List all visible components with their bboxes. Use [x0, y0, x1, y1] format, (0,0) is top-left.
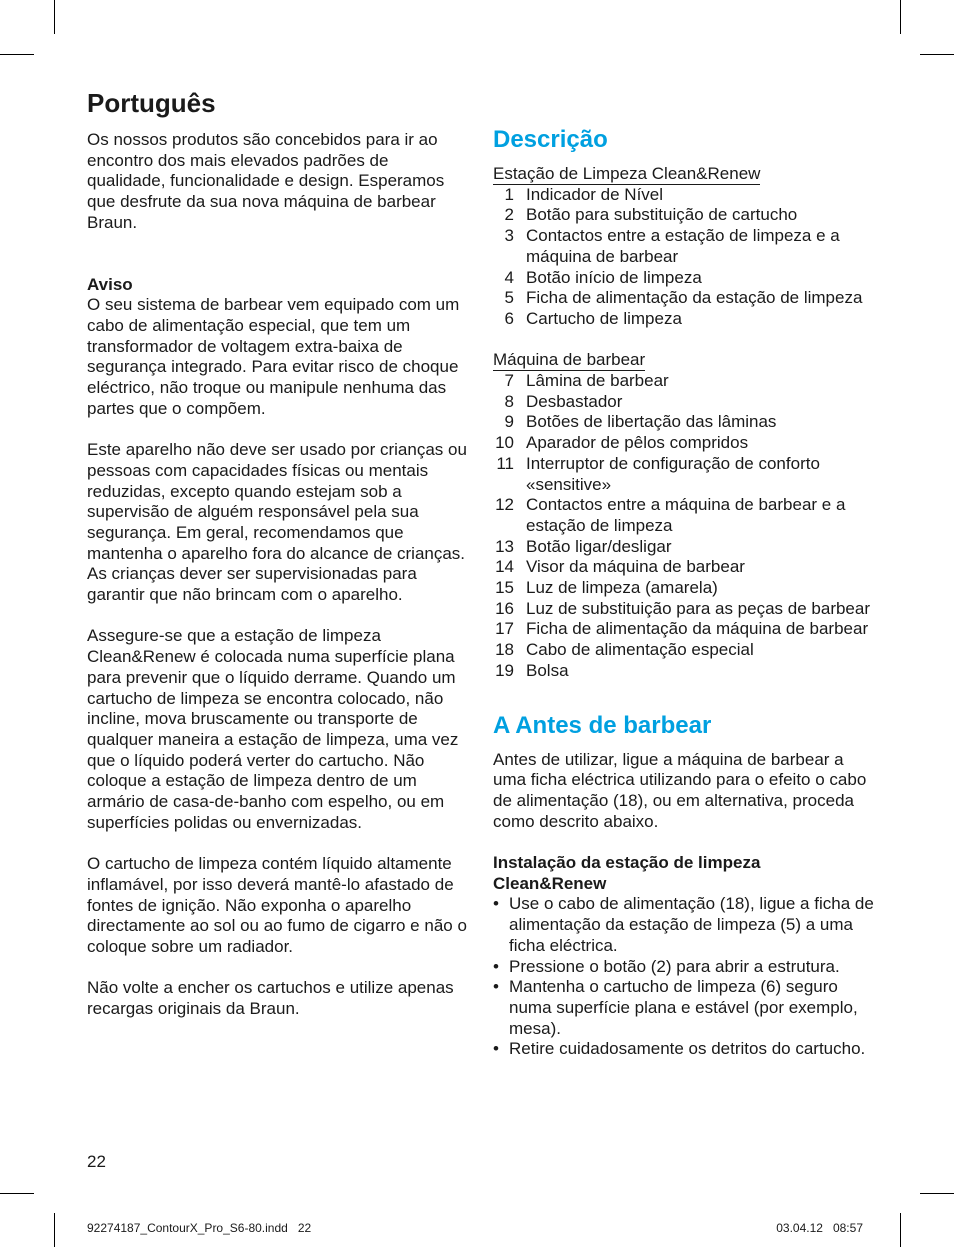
list-item: 2 Botão para substituição de cartucho: [504, 205, 798, 225]
list-item: 11 Interruptor de configuração de conforto «sensitive»: [496, 453, 820, 494]
shaver-subheading: Máquina de barbear: [493, 350, 646, 370]
station-parts-list: [493, 185, 878, 330]
list-item: 5 Ficha de alimentação da estação de limpeza: [504, 288, 863, 308]
crop-mark: [54, 1213, 55, 1247]
list-item: • Retire cuidadosamente os detritos do cartucho.: [493, 1039, 866, 1059]
installation-steps: [493, 894, 878, 1060]
children-paragraph: Este aparelho não deve ser usado por crianças ou pessoas com capacidades físicas ou mentais reduzidas, excepto quando estejam sob a supervisão de alguém responsável pela sua segurança. Em geral, recomendamos que mantenha o aparelho fora do alcance de crianças. As crianças dever ser supervisionadas para garantir que não brincam com o aparelho.: [87, 440, 467, 605]
before-shaving-title: A Antes de barbear: [493, 711, 712, 739]
list-item: • Mantenha o cartucho de limpeza (6) seguro numa superfície plana e estável (por exemplo, mesa).: [493, 977, 858, 1038]
warning-heading: Aviso: [87, 274, 133, 294]
footer-filename: 92274187_ContourX_Pro_S6-80.indd 22: [87, 1221, 312, 1235]
crop-mark: [0, 54, 34, 55]
left-column: [87, 86, 467, 1020]
footer-timestamp: 03.04.12 08:57: [776, 1221, 863, 1235]
crop-mark: [920, 1193, 954, 1194]
station-subheading: Estação de Limpeza Clean&Renew: [493, 164, 761, 183]
flammable-paragraph: O cartucho de limpeza contém líquido altamente inflamável, por isso deverá mantê-lo afastado de fontes de ignição. Não exponha o aparelho directamente ao sol ou ao fumo de cigarro e não o coloque sobre um radiador.: [87, 854, 467, 956]
right-column: [493, 124, 878, 1060]
list-item: • Pressione o botão (2) para abrir a estrutura.: [493, 956, 840, 976]
list-item: 12 Contactos entre a máquina de barbear e a estação de limpeza: [495, 495, 846, 535]
list-item: 3 Contactos entre a estação de limpeza e a máquina de barbear: [504, 226, 840, 266]
before-shaving-paragraph: Antes de utilizar, ligue a máquina de barbear a uma ficha eléctrica utilizando para o efeito o cabo de alimentação (18), ou em alternativa, proceda como descrito abaixo.: [493, 749, 867, 831]
list-item: 16 Luz de substituição para as peças de barbear: [495, 598, 871, 618]
list-item: 15 Luz de limpeza (amarela): [495, 578, 718, 598]
list-item: 17 Ficha de alimentação da máquina de barbear: [495, 619, 869, 639]
installation-heading: Instalação da estação de limpeza Clean&Renew: [493, 853, 761, 893]
intro-paragraph: Os nossos produtos são concebidos para ir ao encontro dos mais elevados padrões de qualidade, funcionalidade e design. Esperamos que desfrute da sua nova máquina de barbear Braun.: [87, 130, 445, 232]
shaver-parts-list: [493, 371, 878, 682]
page-title: Português: [87, 88, 216, 118]
crop-mark: [0, 1193, 34, 1194]
list-item: 6 Cartucho de limpeza: [504, 308, 682, 328]
list-item: 13 Botão ligar/desligar: [495, 536, 672, 556]
crop-mark: [54, 0, 55, 34]
crop-mark: [920, 54, 954, 55]
list-item: 4 Botão início de limpeza: [504, 267, 702, 287]
station-placement-paragraph: Assegure-se que a estação de limpeza Clean&Renew é colocada numa superfície plana para prevenir que o líquido derrame. Quando um cartucho de limpeza se encontra colocado, não incline, mova bruscamente ou transporte de qualquer maneira a estação de limpeza, uma vez que o líquido poderá verter do cartucho. Não coloque a estação de limpeza dentro de um armário de casa-de-banho com espelho, ou em superfícies polidas ou envernizadas.: [87, 626, 459, 832]
description-title: Descrição: [493, 126, 608, 153]
list-item: 18 Cabo de alimentação especial: [495, 640, 754, 660]
crop-mark: [900, 0, 901, 34]
list-item: 1 Indicador de Nível: [504, 184, 664, 204]
list-item: 10 Aparador de pêlos compridos: [495, 433, 749, 453]
list-item: 14 Visor da máquina de barbear: [495, 557, 745, 577]
list-item: 7 Lâmina de barbear: [504, 371, 669, 391]
refill-paragraph: Não volte a encher os cartuchos e utilize apenas recargas originais da Braun.: [87, 978, 454, 1019]
list-item: 8 Desbastador: [504, 391, 623, 411]
list-item: 19 Bolsa: [495, 660, 569, 680]
list-item: • Use o cabo de alimentação (18), ligue a ficha de alimentação da estação de limpeza (5) a uma ficha eléctrica.: [493, 894, 874, 955]
page-number: 22: [87, 1152, 106, 1171]
crop-mark: [900, 1213, 901, 1247]
warning-paragraph: O seu sistema de barbear vem equipado com um cabo de alimentação especial, que tem um transformador de voltagem extra-baixa de segurança integrado. Para evitar risco de choque eléctrico, não troque ou manipule nenhuma das partes que o compõem.: [87, 295, 460, 418]
list-item: 9 Botões de libertação das lâminas: [504, 412, 777, 432]
